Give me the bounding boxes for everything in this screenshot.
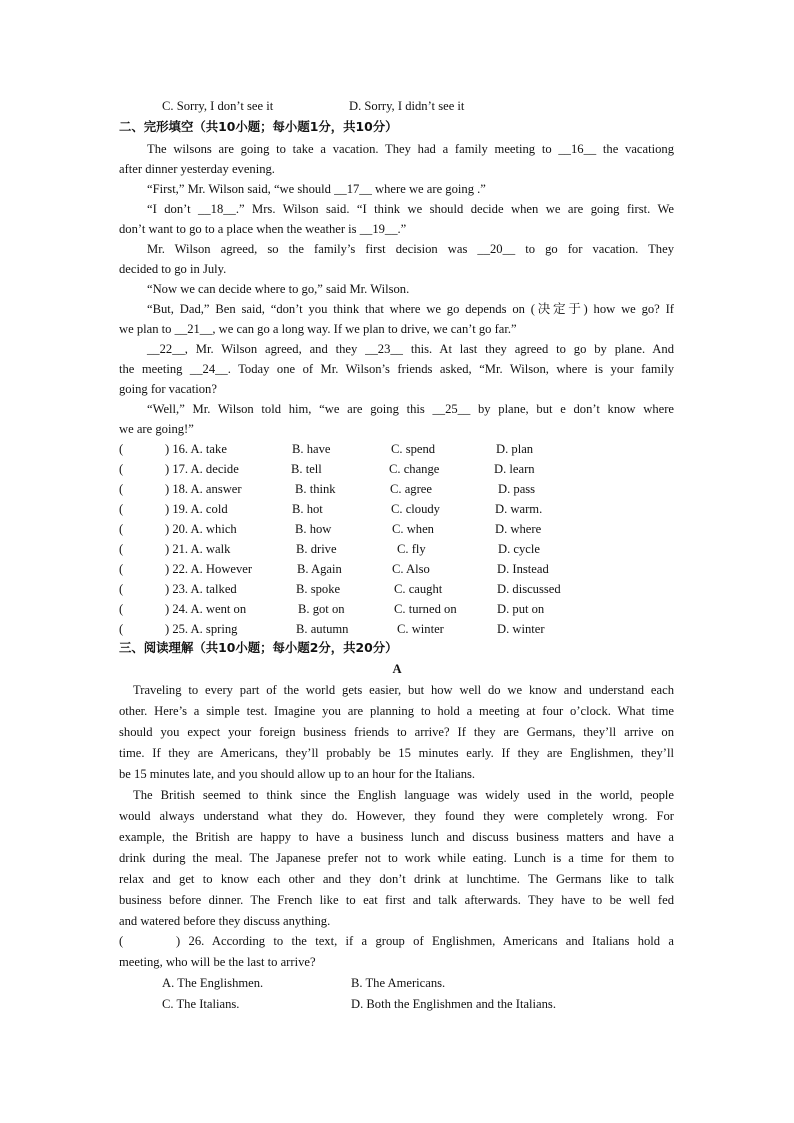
question-option-c: C. change [389, 462, 440, 476]
cloze-line: decided to go in July. [119, 262, 227, 276]
question-option-d: D. Both the Englishmen and the Italians. [351, 997, 556, 1011]
question-option-c: C. fly [397, 542, 426, 556]
reading-line: drink during the meal. The Japanese prefer not to work while eating. Lunch is a time for them to [119, 851, 674, 865]
question-option-c: C. spend [391, 442, 436, 456]
question-option-c: C. The Italians. [162, 997, 240, 1011]
reading-line: relax and get to know each other and they don’t drink at lunchtime. The Germans like to talk [119, 872, 674, 886]
question-option-d: D. cycle [498, 542, 540, 556]
question-option-c: C. winter [397, 622, 444, 636]
cloze-line: we are going!” [119, 422, 194, 436]
answer-paren[interactable]: ( [119, 462, 124, 476]
cloze-line: going for vacation? [119, 382, 217, 396]
option-d: D. Sorry, I didn’t see it [349, 99, 465, 113]
question-option-a: ) 25. A. spring [165, 622, 238, 636]
question-option-b: B. spoke [296, 582, 341, 596]
cloze-line: we plan to __21__, we can go a long way. If we plan to drive, we can’t go far.” [119, 322, 517, 336]
cloze-line: Mr. Wilson agreed, so the family’s first decision was __20__ to go for vacation. They [147, 242, 674, 256]
question-option-a: ) 20. A. which [165, 522, 237, 536]
answer-paren[interactable]: ( [119, 502, 124, 516]
reading-line: time. If they are Americans, they’ll probably be 15 minutes early. If they are Englishmen, they’ll [119, 746, 674, 760]
question-option-a: ) 22. A. However [165, 562, 253, 576]
question-option-a: ) 19. A. cold [165, 502, 228, 516]
answer-paren[interactable]: ( [119, 602, 124, 616]
passage-label: A [392, 662, 402, 676]
question-stem: ) 26. According to the text, if a group of Englishmen, Americans and Italians hold a [176, 934, 674, 948]
question-option-c: C. caught [394, 582, 443, 596]
question-option-a: ) 23. A. talked [165, 582, 237, 596]
cloze-line: the meeting __24__. Today one of Mr. Wilson’s friends asked, “Mr. Wilson, where is your family [119, 362, 674, 376]
question-option-a: ) 17. A. decide [165, 462, 239, 476]
question-option-b: B. Again [297, 562, 342, 576]
cloze-line: “Well,” Mr. Wilson told him, “we are going this __25__ by plane, but e don’t know where [147, 402, 674, 416]
question-option-c: C. agree [390, 482, 432, 496]
reading-line: and watered before they discuss anything. [119, 914, 331, 928]
question-option-a: ) 21. A. walk [165, 542, 231, 556]
reading-line: be 15 minutes late, and you should allow up to an hour for the Italians. [119, 767, 476, 781]
cloze-line: after dinner yesterday evening. [119, 162, 275, 176]
question-option-c: C. Also [392, 562, 430, 576]
question-option-b: B. drive [296, 542, 337, 556]
question-option-b: B. how [295, 522, 332, 536]
question-option-c: C. turned on [394, 602, 457, 616]
question-option-b: B. tell [291, 462, 322, 476]
question-option-a: A. The Englishmen. [162, 976, 264, 990]
answer-paren[interactable]: ( [119, 542, 124, 556]
cloze-line: The wilsons are going to take a vacation. They had a family meeting to __16__ the vacationg [147, 142, 674, 156]
question-option-d: D. Instead [497, 562, 549, 576]
question-option-d: D. winter [497, 622, 545, 636]
question-option-d: D. warm. [495, 502, 543, 516]
question-option-d: D. where [495, 522, 542, 536]
cloze-line: don’t want to go to a place when the weather is __19__.” [119, 222, 407, 236]
question-option-d: D. learn [494, 462, 535, 476]
answer-paren[interactable]: ( [119, 442, 124, 456]
reading-line: should you expect your foreign business friends to arrive? If they are Germans, they’ll arrive on [119, 725, 674, 739]
question-option-b: B. hot [292, 502, 323, 516]
question-stem: meeting, who will be the last to arrive? [119, 955, 316, 969]
question-option-b: B. have [292, 442, 331, 456]
question-option-b: B. think [295, 482, 336, 496]
reading-line: Traveling to every part of the world gets easier, but how well do we know and understand each [133, 683, 674, 697]
question-option-a: ) 18. A. answer [165, 482, 242, 496]
answer-paren[interactable]: ( [119, 482, 124, 496]
question-option-c: C. cloudy [391, 502, 440, 516]
answer-paren[interactable]: ( [119, 522, 124, 536]
cloze-line: “Now we can decide where to go,” said Mr. Wilson. [147, 282, 410, 296]
question-option-d: D. plan [496, 442, 534, 456]
cloze-line: “First,” Mr. Wilson said, “we should __17__ where we are going .” [147, 182, 486, 196]
section3-heading: 三、阅读理解（共10小题；每小题2分，共20分） [119, 640, 398, 655]
question-option-d: D. put on [497, 602, 545, 616]
cloze-line: __22__, Mr. Wilson agreed, and they __23__ this. At last they agreed to go by plane. And [147, 342, 674, 356]
question-option-c: C. when [392, 522, 434, 536]
answer-paren[interactable]: ( [119, 934, 124, 948]
answer-paren[interactable]: ( [119, 622, 124, 636]
answer-paren[interactable]: ( [119, 582, 124, 596]
reading-line: The British seemed to think since the English language was widely used in the world, people [133, 788, 674, 802]
reading-line: example, the British are happy to have a business lunch and discuss business matters and have a [119, 830, 674, 844]
section2-heading: 二、完形填空（共10小题；每小题1分，共10分） [119, 119, 398, 134]
reading-line: would always understand what they do. However, they found they were completely wrong. For [119, 809, 674, 823]
question-option-a: ) 16. A. take [165, 442, 227, 456]
question-option-d: D. discussed [497, 582, 561, 596]
question-option-a: ) 24. A. went on [165, 602, 247, 616]
cloze-line: “I don’t __18__.” Mrs. Wilson said. “I think we should decide when we are going first. We [147, 202, 674, 216]
question-option-b: B. autumn [296, 622, 349, 636]
option-c: C. Sorry, I don’t see it [162, 99, 274, 113]
reading-line: other. Here’s a simple test. Imagine you are planning to hold a meeting at four o’clock. What time [119, 704, 674, 718]
reading-line: business before dinner. The French like to eat first and talk afterwards. They have to be well fed [119, 893, 674, 907]
question-option-b: B. got on [298, 602, 345, 616]
question-option-d: D. pass [498, 482, 536, 496]
answer-paren[interactable]: ( [119, 562, 124, 576]
question-option-b: B. The Americans. [351, 976, 446, 990]
cloze-line: “But, Dad,” Ben said, “don’t you think that where we go depends on (决定于) how we go? If [147, 302, 674, 316]
